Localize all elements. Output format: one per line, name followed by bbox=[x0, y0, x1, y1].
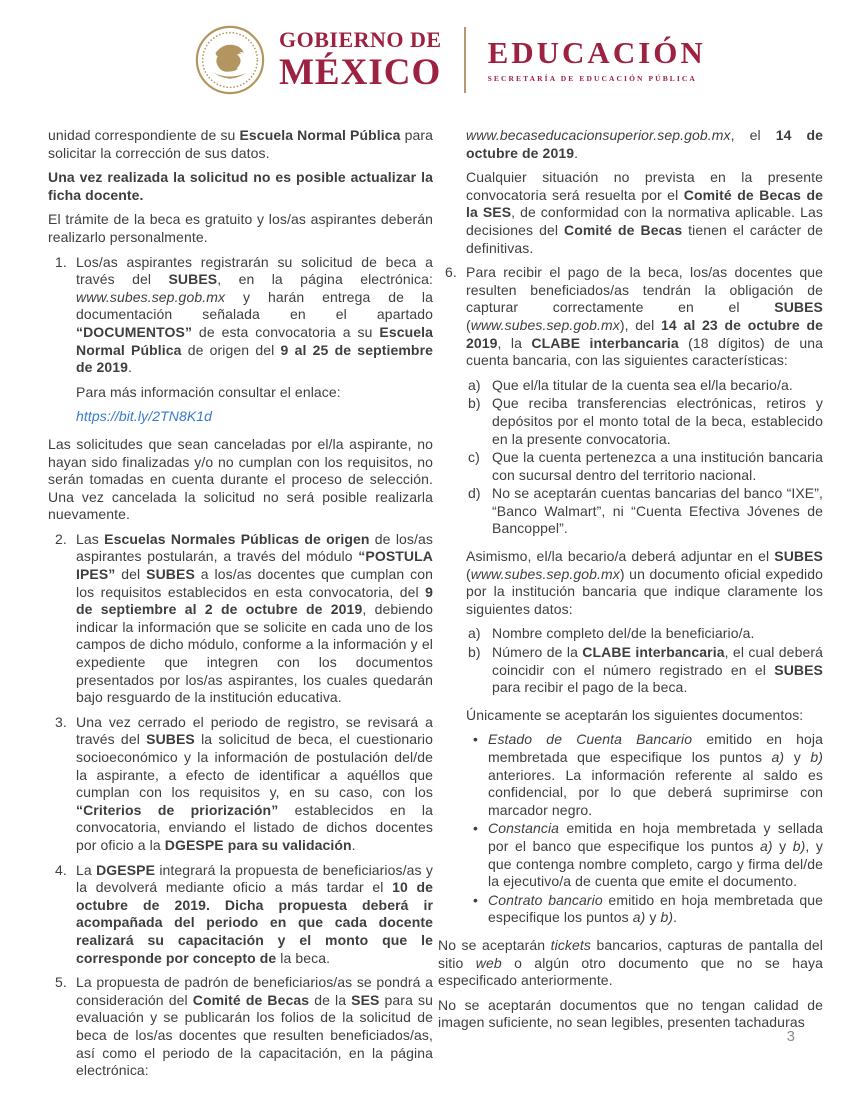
text-run: para su evaluación y se publicarán los folios de la solicitud de beca de los/as docentes que resulten beneficiados/as, así como el periodo de la capacitación, en la página electrónica: bbox=[76, 991, 433, 1079]
list-marker: 6. bbox=[445, 264, 457, 281]
text-run: Las solicitudes que sean canceladas por el/la aspirante, no hayan sido finalizadas y/o no cumplan con los requisitos, no serán tomadas en cuenta durante el proceso de selección. Una vez cancelada la solicitud no será posible realizarla nuevamente. bbox=[48, 435, 433, 523]
list-marker: a) bbox=[468, 625, 481, 642]
educacion-subtitle: SECRETARÍA DE EDUCACIÓN PÚBLICA bbox=[487, 74, 697, 83]
text-run: www.subes.sep.gob.mx bbox=[470, 565, 620, 582]
text-run: , la bbox=[497, 334, 532, 351]
text-run: La propuesta de padrón de beneficiarios/as se pondrá a consideración del bbox=[76, 974, 433, 1008]
text-run: a los/as docentes que cumplan con los requisitos establecidos en esta convocatoria, del bbox=[76, 566, 433, 600]
text-run: y bbox=[645, 909, 661, 926]
text-run: unidad correspondiente de su bbox=[48, 127, 240, 143]
text-run: anteriores. La información referente al saldo es confidencial, por lo que deberá suprimirse con marcador negro. bbox=[488, 766, 823, 818]
text-run: SUBES bbox=[774, 548, 823, 565]
text-run: Comité de Becas bbox=[564, 221, 683, 238]
text-run: b) bbox=[660, 909, 674, 926]
document-body bbox=[48, 127, 823, 1087]
list-item-4 bbox=[48, 862, 433, 968]
paragraph bbox=[438, 997, 823, 1032]
text-run: 14 de octubre de 2019 bbox=[466, 127, 823, 161]
bullet-item bbox=[466, 731, 823, 819]
text-run: Una vez realizada la solicitud no es posible actualizar la ficha docente. bbox=[48, 169, 433, 203]
text-run: ) un documento oficial expedido por la institución bancaria que indique claramente los siguientes datos: bbox=[466, 565, 823, 617]
paragraph bbox=[438, 937, 823, 990]
text-run: , en la página electrónica: bbox=[217, 271, 433, 288]
text-run: a) bbox=[632, 909, 646, 926]
text-run: Únicamente se aceptarán los siguientes documentos: bbox=[466, 706, 804, 723]
list-item-3 bbox=[48, 714, 433, 855]
text-run: , y que contenga nombre completo, cargo y firma del/de la ejecutivo/a de cuenta que emite el documento. bbox=[488, 837, 823, 890]
text-run: www.subes.sep.gob.mx bbox=[76, 288, 226, 305]
text-run: Comité de Becas bbox=[192, 991, 310, 1008]
text-run: ), del bbox=[619, 316, 661, 333]
text-run: Una vez cerrado el periodo de registro, se revisará a través del bbox=[76, 713, 433, 748]
brand-line2: MÉXICO bbox=[279, 52, 442, 93]
text-run: . bbox=[673, 909, 678, 926]
text-run: DGESPE para su validación bbox=[164, 836, 352, 853]
paragraph bbox=[438, 707, 823, 725]
text-run: para solicitar la corrección de sus datos. bbox=[48, 127, 433, 161]
text-run: Estado de Cuenta Bancario bbox=[488, 731, 693, 748]
text-run: Escuela Normal Pública bbox=[76, 323, 433, 358]
text-run: No se aceptarán cuentas bancarias del banco “IXE”, “Banco Walmart”, ni “Cuenta Efectiva Jóvenes de Bancoppel”. bbox=[492, 485, 823, 537]
educacion-title: EDUCACIÓN bbox=[487, 35, 706, 70]
list-item-6 bbox=[438, 264, 823, 370]
text-run: Nombre completo del/de la beneficiario/a. bbox=[492, 625, 755, 642]
text-run: la solicitud de beca, el cuestionario socioeconómico y la información de postulación del/de la aspirante, a efecto de identificar a aquéllos que cumplan con los requisitos y, en su caso, con los bbox=[76, 731, 433, 801]
page-number: 3 bbox=[786, 1028, 795, 1045]
text-run: emitida en hoja membretada y sellada por el banco que especifique los puntos bbox=[488, 820, 823, 854]
text-run: La bbox=[76, 861, 97, 878]
text-run: , de conformidad con la normativa aplicable. Las decisiones del bbox=[466, 204, 823, 238]
paragraph bbox=[48, 169, 433, 204]
list-marker: 2. bbox=[55, 530, 67, 547]
bullet-item bbox=[466, 892, 823, 927]
text-run: , debiendo indicar la información que se solicite en cada uno de los campos de dicho módulo, conforme a la información y el expediente que integren con los documentos presentados por los/as aspirantes, los cuales quedarán bajo resguardo de la institución educativa. bbox=[76, 601, 433, 706]
text-run: establecidos en la convocatoria, enviando el listado de dichos docentes por oficio a la bbox=[76, 801, 433, 853]
text-run: y bbox=[772, 837, 793, 854]
text-run: Cualquier situación no prevista en la presente convocatoria será resuelta por el bbox=[466, 169, 823, 203]
text-run: tickets bbox=[550, 936, 592, 953]
bullet-item bbox=[466, 820, 823, 890]
text-run: emitido en hoja membretada que especifique los puntos bbox=[488, 891, 823, 926]
text-run: integrará la propuesta de beneficiarios/as y la devolverá mediante oficio a más tardar el bbox=[76, 861, 433, 896]
paragraph bbox=[48, 211, 433, 246]
text-run: 10 de octubre de 2019. Dicha propuesta deberá ir acompañada del periodo en que cada docente realizará su capacitación y el monto que le corresponde por concepto de bbox=[76, 879, 433, 966]
paragraph bbox=[48, 384, 433, 402]
text-run: www.subes.sep.gob.mx bbox=[470, 316, 620, 333]
text-run: Asimismo, el/la becario/a deberá adjuntar en el bbox=[466, 548, 775, 565]
text-run: No se aceptarán bbox=[438, 936, 551, 953]
list-marker: 4. bbox=[55, 861, 67, 878]
text-run: b) bbox=[810, 749, 823, 765]
list-item-1 bbox=[48, 254, 433, 377]
text-run: 9 al 25 de septiembre de 2019 bbox=[76, 341, 433, 376]
text-run: ( bbox=[466, 565, 471, 582]
text-run: www.becaseducacionsuperior.sep.gob.mx bbox=[466, 127, 731, 143]
text-run: la beca. bbox=[276, 949, 331, 966]
left-column bbox=[48, 127, 433, 1087]
text-run[interactable]: https://bit.ly/2TN8K1d bbox=[76, 408, 213, 425]
text-run: . bbox=[351, 836, 356, 853]
text-run: DGESPE bbox=[96, 861, 156, 878]
text-run: Que reciba transferencias electrónicas, retiros y depósitos por el monto total de la beca, establecido en la presente convocatoria. bbox=[492, 395, 823, 447]
text-run: SES bbox=[351, 991, 380, 1008]
text-run: , el cual deberá coincidir con el número registrado en el bbox=[492, 644, 823, 678]
text-run: CLABE interbancaria bbox=[582, 644, 725, 661]
text-run: Contrato bancario bbox=[488, 891, 603, 908]
text-run: 14 al 23 de octubre de 2019 bbox=[466, 316, 824, 351]
paragraph bbox=[438, 127, 823, 162]
text-run: o algún otro documento que no se haya especificado anteriormente. bbox=[438, 954, 823, 989]
list-item-a bbox=[466, 625, 823, 643]
text-run: a) bbox=[760, 837, 773, 854]
text-run: “Criterios de priorización” bbox=[76, 801, 279, 818]
text-run: . bbox=[574, 144, 579, 161]
list-marker: • bbox=[473, 820, 479, 837]
list-marker: a) bbox=[468, 376, 481, 393]
list-item-c bbox=[466, 449, 823, 484]
right-column bbox=[438, 127, 823, 1087]
list-marker: d) bbox=[468, 485, 481, 502]
text-run: de esta convocatoria a su bbox=[192, 323, 380, 340]
list-marker: • bbox=[473, 891, 479, 908]
text-run: de los/as aspirantes postularán, a través del módulo bbox=[76, 530, 433, 565]
paragraph bbox=[48, 127, 433, 162]
text-run: web bbox=[475, 954, 502, 971]
text-run: Comité de Becas de la SES bbox=[466, 186, 823, 221]
list-marker: 5. bbox=[55, 974, 67, 991]
text-run: SUBES bbox=[146, 566, 195, 583]
text-run: y bbox=[784, 749, 811, 765]
list-marker: 1. bbox=[55, 253, 67, 270]
text-run: a) bbox=[771, 749, 785, 765]
brand-line1: GOBIERNO DE bbox=[279, 27, 442, 52]
list-marker: 3. bbox=[55, 713, 67, 730]
text-run: emitido en hoja membretada que especifique los puntos bbox=[488, 731, 823, 765]
text-run: Que la cuenta pertenezca a una institución bancaria con sucursal dentro del territorio nacional. bbox=[492, 449, 823, 483]
text-run: bancarios, capturas de pantalla del sitio bbox=[438, 936, 823, 971]
paragraph bbox=[48, 436, 433, 524]
text-run: (18 dígitos) de una cuenta bancaria, con las siguientes características: bbox=[466, 334, 823, 369]
text-run: de origen del bbox=[181, 341, 281, 358]
paragraph bbox=[438, 169, 823, 257]
list-item-b bbox=[466, 644, 823, 697]
text-run: , el bbox=[730, 127, 776, 143]
list-item-2 bbox=[48, 531, 433, 707]
text-run: y harán entrega de la documentación señalada en el apartado bbox=[76, 288, 433, 323]
gobierno-de-mexico-wordmark bbox=[279, 29, 442, 91]
list-marker: b) bbox=[468, 644, 481, 661]
text-run: Que el/la titular de la cuenta sea el/la becario/a. bbox=[492, 376, 793, 393]
text-run: Para más información consultar el enlace: bbox=[76, 383, 341, 400]
text-run: SUBES bbox=[168, 271, 218, 288]
text-run: El trámite de la beca es gratuito y los/as aspirantes deberán realizarlo personalmente. bbox=[48, 211, 433, 245]
list-item-a bbox=[466, 377, 823, 395]
text-run: Para recibir el pago de la beca, los/as docentes que resulten beneficiados/as tendrán la obligación de capturar correctamente en el bbox=[466, 264, 823, 316]
text-run: tienen el carácter de definitivas. bbox=[466, 221, 823, 256]
list-marker: • bbox=[473, 731, 479, 748]
text-run: SUBES bbox=[774, 299, 823, 316]
text-run: del bbox=[115, 566, 147, 583]
text-run: ( bbox=[466, 316, 471, 333]
text-run: Número de la bbox=[492, 644, 583, 661]
text-run: SUBES bbox=[774, 661, 823, 678]
text-run: Escuelas Normales Públicas de origen bbox=[104, 530, 370, 547]
text-run: para recibir el pago de la beca. bbox=[492, 679, 688, 696]
educacion-wordmark bbox=[488, 37, 706, 83]
text-run: “POSTULA IPES” bbox=[76, 548, 433, 583]
list-item-d bbox=[466, 485, 823, 538]
text-run: b) bbox=[792, 837, 806, 854]
government-header bbox=[193, 16, 706, 104]
mexico-coat-of-arms-icon bbox=[193, 16, 267, 104]
text-run: No se aceptarán documentos que no tengan calidad de imagen suficiente, no sean legibles, presenten tachaduras bbox=[438, 996, 823, 1031]
hyperlink[interactable] bbox=[48, 408, 433, 426]
text-run: . bbox=[128, 359, 133, 376]
text-run: Las bbox=[76, 530, 105, 547]
text-run: Escuela Normal Pública bbox=[239, 127, 401, 143]
text-run: de la bbox=[309, 991, 352, 1008]
paragraph bbox=[438, 548, 823, 618]
logo-divider bbox=[464, 27, 466, 93]
list-marker: b) bbox=[468, 395, 481, 412]
text-run: 9 de septiembre al 2 de octubre de 2019 bbox=[76, 583, 433, 618]
text-run: “DOCUMENTOS” bbox=[76, 323, 193, 340]
text-run: SUBES bbox=[146, 731, 195, 748]
text-run: Constancia bbox=[488, 820, 560, 837]
text-run: Los/as aspirantes registrarán su solicitud de beca a través del bbox=[76, 253, 433, 288]
text-run: CLABE interbancaria bbox=[531, 334, 679, 351]
list-item-5 bbox=[48, 974, 433, 1080]
list-marker: c) bbox=[468, 449, 480, 466]
list-item-b bbox=[466, 395, 823, 448]
